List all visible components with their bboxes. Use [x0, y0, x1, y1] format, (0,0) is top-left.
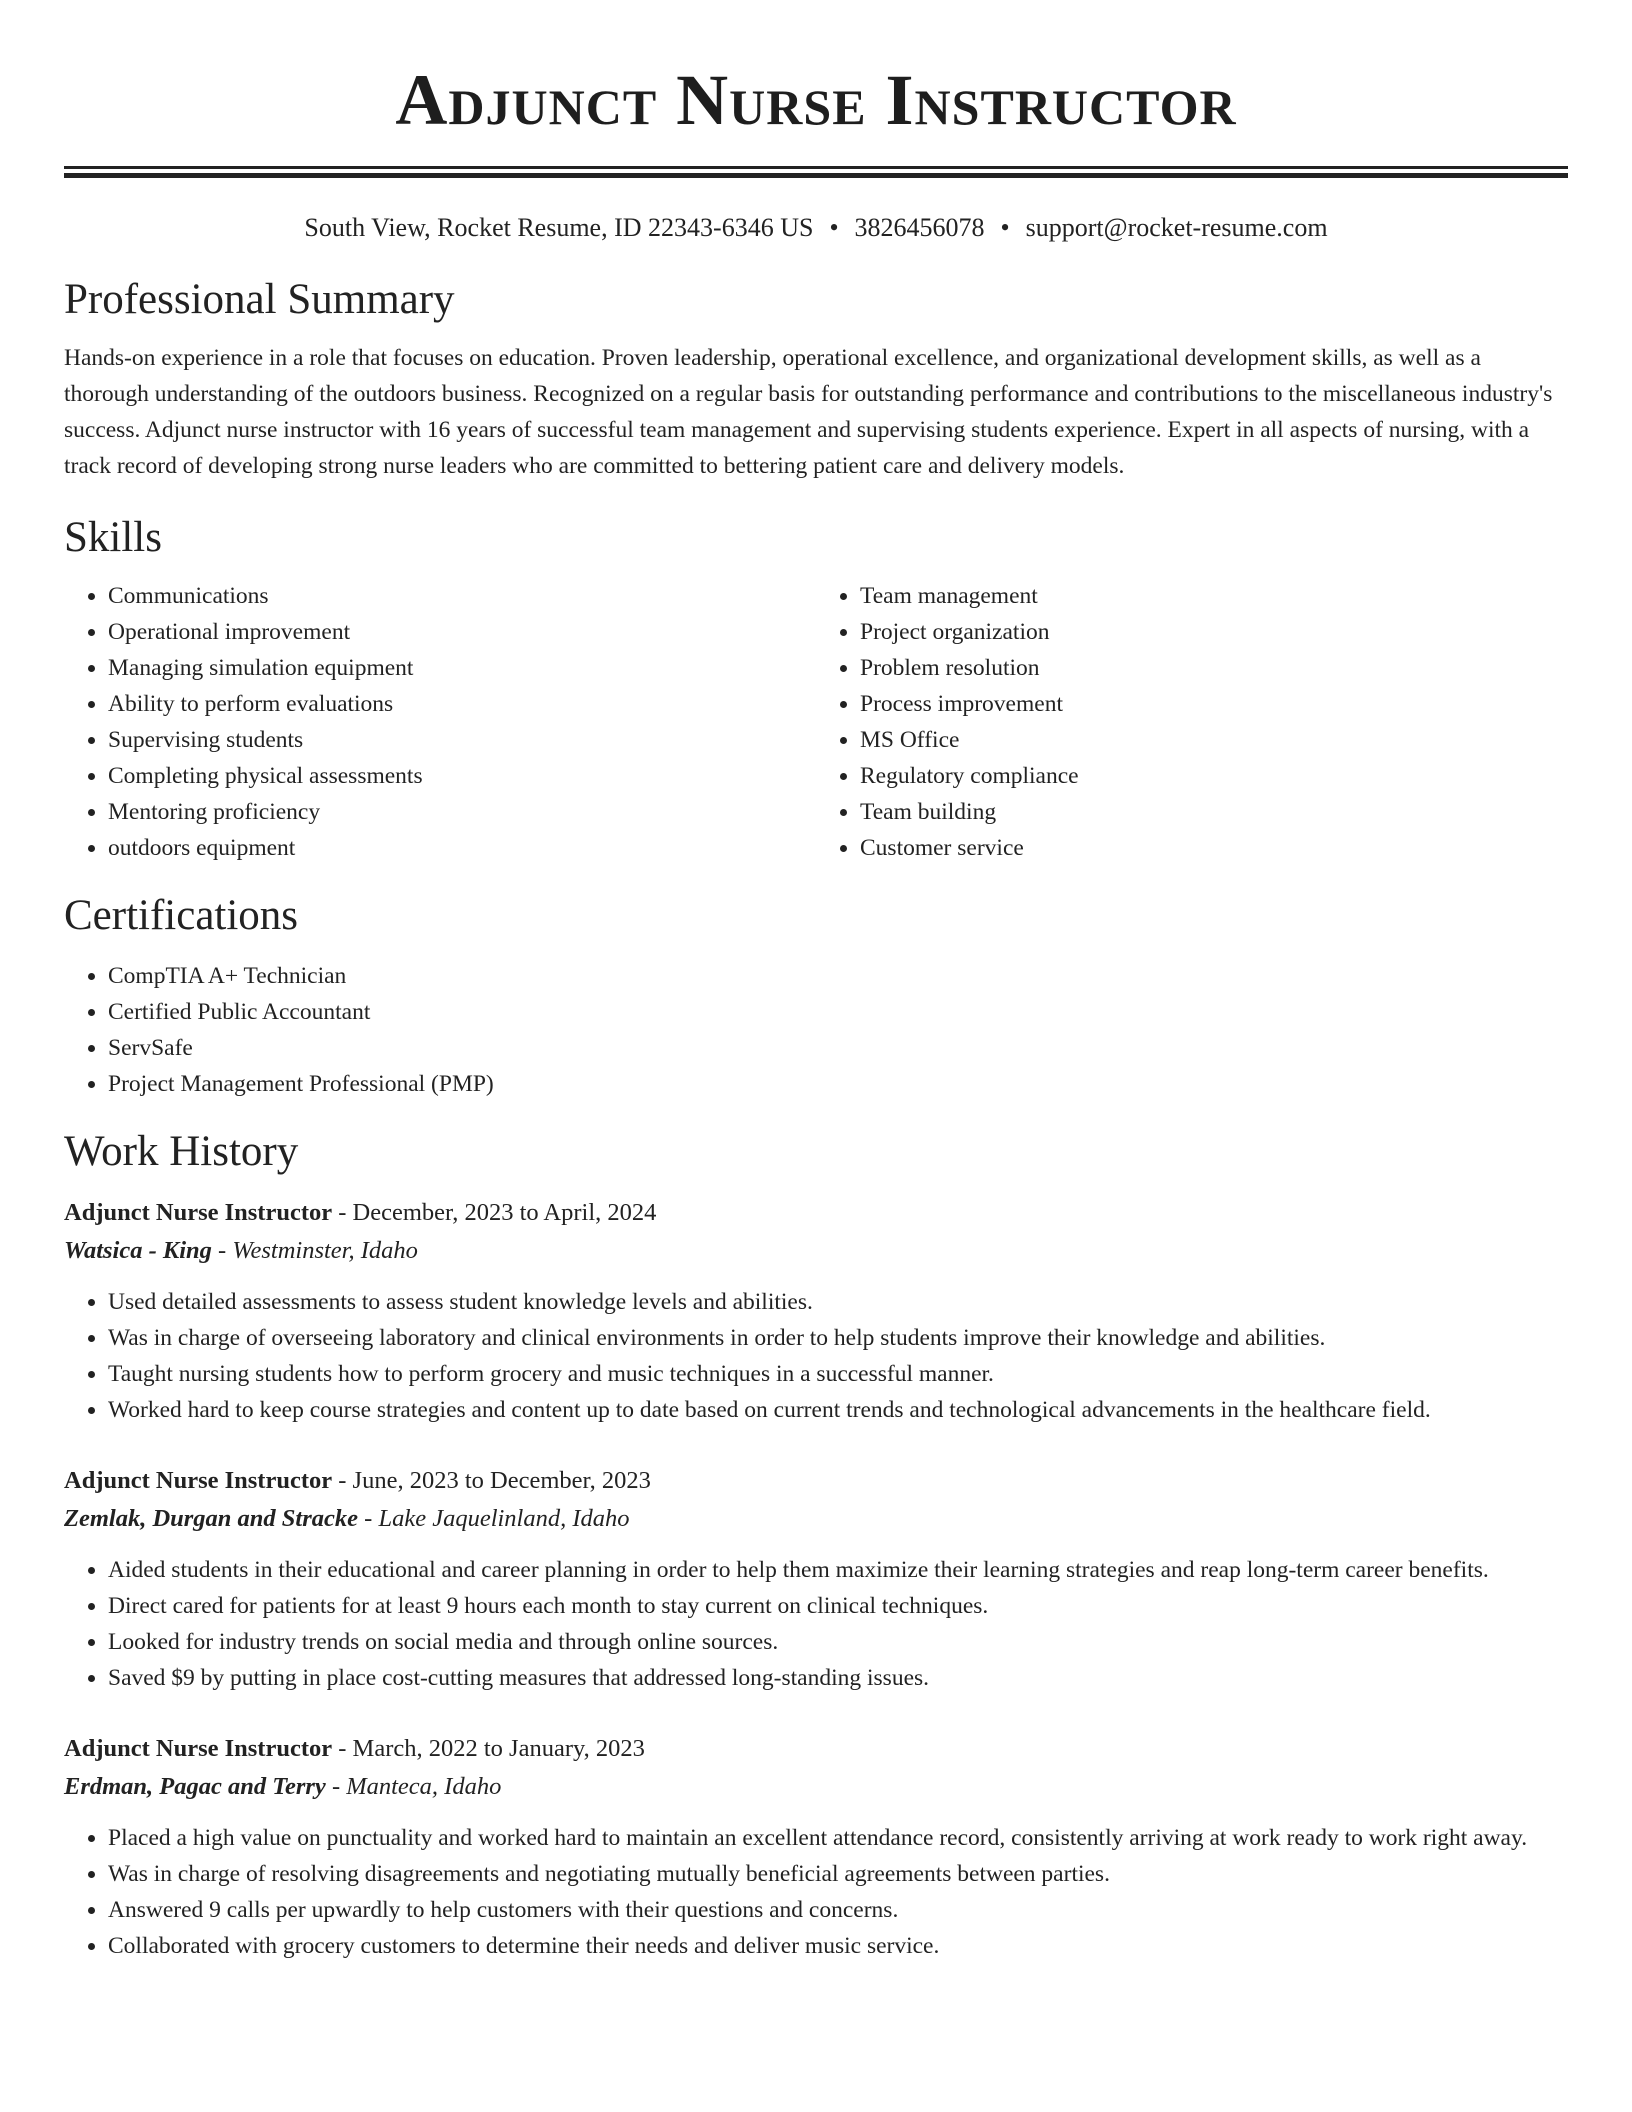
skill-item: • Process improvement — [860, 686, 1568, 722]
job-title: Adjunct Nurse Instructor — [64, 1199, 333, 1226]
job-employer — [64, 1768, 1568, 1806]
job-bullet: • Was in charge of overseeing laboratory and clinical environments in order to help students improve their knowledge and abilities. — [108, 1320, 1568, 1356]
job-entry — [64, 1194, 1568, 1428]
certification-item: • ServSafe — [108, 1030, 1568, 1066]
page-title: Adjunct Nurse Instructor — [395, 60, 1237, 140]
skills-list-right — [816, 578, 1568, 866]
job-header — [64, 1194, 1568, 1232]
skill-item: • Team building — [860, 794, 1568, 830]
job-location: - Lake Jaquelinland, Idaho — [358, 1505, 630, 1532]
contact-separator: • — [1000, 213, 1010, 242]
job-employer — [64, 1500, 1568, 1538]
job-header — [64, 1730, 1568, 1768]
job-dates: - March, 2022 to January, 2023 — [332, 1735, 645, 1762]
job-bullet: • Collaborated with grocery customers to determine their needs and deliver music service. — [108, 1928, 1568, 1964]
work-history-section — [64, 1126, 1568, 1964]
skills-columns — [64, 578, 1568, 866]
job-company: Erdman, Pagac and Terry — [64, 1773, 326, 1800]
job-bullet: • Aided students in their educational and career planning in order to help them maximize their learning strategies and reap long-term career benefits. — [108, 1552, 1568, 1588]
certification-item: • Project Management Professional (PMP) — [108, 1066, 1568, 1102]
job-company: Zemlak, Durgan and Stracke — [64, 1505, 359, 1532]
certifications-list — [64, 958, 1568, 1102]
job-bullet: • Worked hard to keep course strategies and content up to date based on current trends and technological advancements in the healthcare field. — [108, 1392, 1568, 1428]
job-header — [64, 1462, 1568, 1500]
certifications-heading: Certifications — [64, 892, 299, 939]
job-location: - Manteca, Idaho — [325, 1773, 502, 1800]
summary-section — [64, 274, 1568, 484]
job-entry — [64, 1462, 1568, 1696]
skill-item: • Completing physical assessments — [108, 758, 816, 794]
skill-item: • Project organization — [860, 614, 1568, 650]
job-dates: - June, 2023 to December, 2023 — [332, 1467, 651, 1494]
job-bullet: • Taught nursing students how to perform grocery and music techniques in a successful manner. — [108, 1356, 1568, 1392]
job-bullets — [64, 1820, 1568, 1964]
contact-line — [64, 212, 1568, 244]
contact-phone: 3826456078 — [854, 213, 985, 242]
work-history-heading: Work History — [64, 1128, 299, 1175]
job-bullet: • Saved $9 by putting in place cost-cutting measures that addressed long-standing issues. — [108, 1660, 1568, 1696]
contact-address: South View, Rocket Resume, ID 22343-6346 US — [304, 213, 814, 242]
certifications-section — [64, 890, 1568, 1102]
skill-item: • Customer service — [860, 830, 1568, 866]
skills-section — [64, 512, 1568, 866]
contact-email: support@rocket-resume.com — [1025, 213, 1328, 242]
certification-item: • CompTIA A+ Technician — [108, 958, 1568, 994]
job-bullet: • Placed a high value on punctuality and worked hard to maintain an excellent attendance record, consistently arriving at work ready to work right away. — [108, 1820, 1568, 1856]
job-bullet: • Looked for industry trends on social media and through online sources. — [108, 1624, 1568, 1660]
skill-item: • Problem resolution — [860, 650, 1568, 686]
job-company: Watsica - King — [64, 1237, 212, 1264]
job-employer — [64, 1232, 1568, 1270]
job-bullet: • Answered 9 calls per upwardly to help customers with their questions and concerns. — [108, 1892, 1568, 1928]
skill-item: • Operational improvement — [108, 614, 816, 650]
contact-separator: • — [829, 213, 839, 242]
skill-item: • Team management — [860, 578, 1568, 614]
job-bullet: • Was in charge of resolving disagreements and negotiating mutually beneficial agreements between parties. — [108, 1856, 1568, 1892]
job-entry — [64, 1730, 1568, 1964]
skill-item: • Mentoring proficiency — [108, 794, 816, 830]
skill-item: • Regulatory compliance — [860, 758, 1568, 794]
skills-heading: Skills — [64, 514, 162, 561]
skill-item: • Ability to perform evaluations — [108, 686, 816, 722]
summary-text: Hands-on experience in a role that focuses on education. Proven leadership, operational excellence, and organizational development skills, as well as a thorough understanding of the outdoors business. Recognized on a regular basis for outstanding performance and contributions to the miscellaneous industry's success. Adjunct nurse instructor with 16 years of successful team management and supervising students experience. Expert in all aspects of nursing, with a track record of developing strong nurse leaders who are committed to bettering patient care and delivery models. — [64, 345, 1553, 479]
job-bullet: • Used detailed assessments to assess student knowledge levels and abilities. — [108, 1284, 1568, 1320]
summary-heading: Professional Summary — [64, 276, 455, 323]
skill-item: • MS Office — [860, 722, 1568, 758]
job-location: - Westminster, Idaho — [211, 1237, 418, 1264]
job-bullets — [64, 1284, 1568, 1428]
job-dates: - December, 2023 to April, 2024 — [332, 1199, 657, 1226]
skill-item: • Communications — [108, 578, 816, 614]
skill-item: • outdoors equipment — [108, 830, 816, 866]
job-bullet: • Direct cared for patients for at least 9 hours each month to stay current on clinical techniques. — [108, 1588, 1568, 1624]
skills-list-left — [64, 578, 816, 866]
job-title: Adjunct Nurse Instructor — [64, 1467, 333, 1494]
skill-item: • Managing simulation equipment — [108, 650, 816, 686]
title-divider — [64, 166, 1568, 178]
certification-item: • Certified Public Accountant — [108, 994, 1568, 1030]
skill-item: • Supervising students — [108, 722, 816, 758]
job-title: Adjunct Nurse Instructor — [64, 1735, 333, 1762]
job-bullets — [64, 1552, 1568, 1696]
